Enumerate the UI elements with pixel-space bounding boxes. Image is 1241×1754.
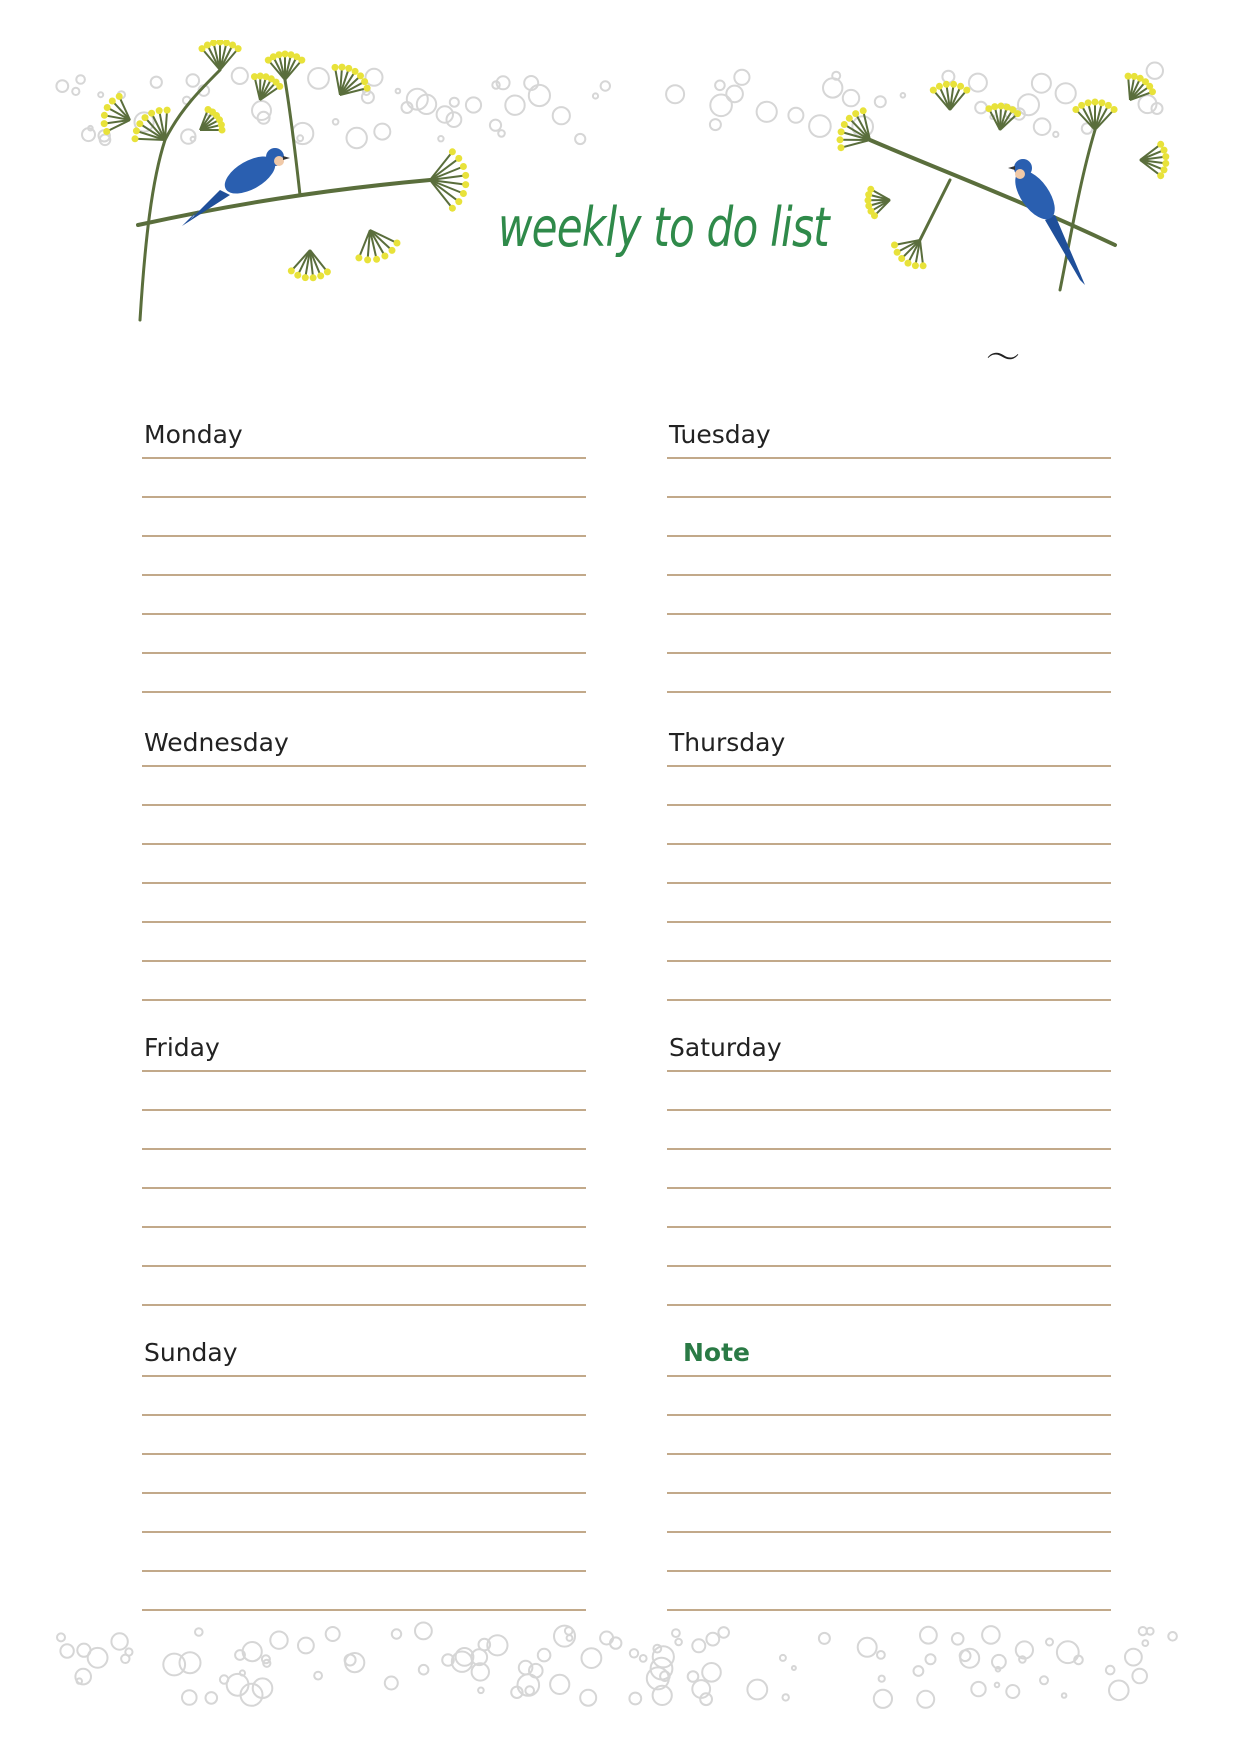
section-label: Sunday — [144, 1338, 238, 1367]
bubble — [56, 80, 68, 92]
bubble — [1168, 1632, 1177, 1641]
bubble — [952, 1633, 964, 1645]
section-heading-rule[interactable] — [142, 457, 586, 459]
bubble — [710, 95, 732, 117]
bubble — [490, 120, 501, 131]
writing-line[interactable] — [142, 1570, 586, 1572]
bubble — [385, 1677, 398, 1690]
bubble — [195, 1628, 203, 1636]
writing-line[interactable] — [667, 1226, 1111, 1228]
bubble — [60, 1644, 73, 1657]
section-heading-rule[interactable] — [142, 765, 586, 767]
writing-line[interactable] — [142, 843, 586, 845]
section-heading-rule[interactable] — [667, 1375, 1111, 1377]
bubble — [734, 70, 749, 85]
writing-line[interactable] — [667, 1414, 1111, 1416]
writing-line[interactable] — [142, 999, 586, 1001]
bubble — [926, 1654, 936, 1664]
writing-line[interactable] — [142, 496, 586, 498]
bubble — [575, 134, 585, 144]
section-heading-rule[interactable] — [667, 457, 1111, 459]
writing-line[interactable] — [142, 652, 586, 654]
bubble — [314, 1672, 322, 1680]
bubble — [505, 96, 524, 115]
bubble — [582, 1648, 602, 1668]
bubble — [672, 1629, 680, 1637]
writing-line[interactable] — [142, 882, 586, 884]
bubble — [1125, 1649, 1142, 1666]
writing-line[interactable] — [667, 1109, 1111, 1111]
section-thursday — [667, 728, 1111, 1016]
bubble — [326, 1627, 340, 1641]
bubble — [917, 1691, 934, 1708]
writing-line[interactable] — [142, 1453, 586, 1455]
writing-line[interactable] — [667, 1304, 1111, 1306]
bubble — [858, 1638, 877, 1657]
writing-line[interactable] — [142, 804, 586, 806]
bubble — [640, 1655, 647, 1662]
bubble — [180, 1652, 201, 1673]
bubble — [675, 1639, 682, 1646]
writing-line[interactable] — [667, 1453, 1111, 1455]
bubble — [702, 1663, 721, 1682]
bird-icon — [182, 148, 290, 226]
bubble — [706, 1633, 719, 1646]
section-wednesday — [142, 728, 586, 1016]
writing-line[interactable] — [142, 1531, 586, 1533]
bubble — [874, 1690, 892, 1708]
writing-line[interactable] — [667, 1531, 1111, 1533]
section-label: Wednesday — [144, 728, 289, 757]
bubble — [747, 1680, 767, 1700]
bubble — [1040, 1676, 1048, 1684]
bubble — [529, 85, 550, 106]
bubble — [270, 1632, 287, 1649]
bubble — [243, 1642, 262, 1661]
bubble — [565, 1627, 573, 1635]
writing-line[interactable] — [142, 921, 586, 923]
date-range-separator: ～ — [986, 338, 1020, 378]
writing-line[interactable] — [142, 574, 586, 576]
bubble — [726, 86, 743, 103]
writing-line[interactable] — [142, 1492, 586, 1494]
bubble — [240, 1670, 245, 1675]
bubble — [580, 1690, 596, 1706]
writing-line[interactable] — [667, 1492, 1111, 1494]
writing-line[interactable] — [667, 882, 1111, 884]
section-heading-rule[interactable] — [142, 1070, 586, 1072]
bubble — [182, 1690, 197, 1705]
section-label: Friday — [144, 1033, 220, 1062]
bubble — [1006, 1685, 1019, 1698]
bubble — [77, 1644, 90, 1657]
bubble — [819, 1633, 830, 1644]
writing-line[interactable] — [142, 1187, 586, 1189]
section-monday — [142, 420, 586, 708]
bubble — [75, 1669, 91, 1685]
bubble — [1062, 1693, 1067, 1698]
section-label: Saturday — [669, 1033, 782, 1062]
page-title: weekly to do list — [498, 196, 829, 259]
writing-line[interactable] — [667, 574, 1111, 576]
section-friday — [142, 1033, 586, 1321]
bubble — [700, 1693, 712, 1705]
bubble — [718, 1627, 729, 1638]
bubble — [1109, 1681, 1129, 1701]
writing-line[interactable] — [667, 1187, 1111, 1189]
bubble — [593, 93, 598, 98]
section-heading-rule[interactable] — [667, 1070, 1111, 1072]
bubble — [809, 115, 831, 137]
bubble — [783, 1694, 789, 1700]
bubble — [452, 1652, 472, 1672]
bubble — [601, 81, 610, 90]
bubble — [1046, 1639, 1053, 1646]
dill-branch-with-bird-right — [830, 70, 1175, 300]
bubble — [666, 85, 684, 103]
writing-line[interactable] — [142, 1609, 586, 1611]
bubble — [879, 1676, 885, 1682]
bubble — [125, 1648, 132, 1655]
bubble — [498, 130, 505, 137]
writing-line[interactable] — [667, 1148, 1111, 1150]
bubble — [553, 107, 570, 124]
bubble — [550, 1675, 569, 1694]
bubble — [792, 1666, 796, 1670]
bubble — [298, 1638, 314, 1654]
writing-line[interactable] — [667, 1570, 1111, 1572]
writing-line[interactable] — [142, 960, 586, 962]
writing-line[interactable] — [142, 1148, 586, 1150]
bubble — [419, 1665, 429, 1675]
writing-line[interactable] — [142, 1109, 586, 1111]
bubble — [1132, 1669, 1147, 1684]
writing-line[interactable] — [142, 1265, 586, 1267]
bubble — [392, 1629, 401, 1638]
bubble — [206, 1692, 218, 1704]
writing-line[interactable] — [142, 691, 586, 693]
bubble — [692, 1639, 705, 1652]
section-heading-rule[interactable] — [667, 765, 1111, 767]
writing-line[interactable] — [667, 535, 1111, 537]
bubble — [630, 1649, 638, 1657]
writing-line[interactable] — [667, 804, 1111, 806]
writing-line[interactable] — [667, 843, 1111, 845]
bubble-border-bottom — [0, 1620, 1241, 1730]
section-tuesday — [667, 420, 1111, 708]
bubble — [1106, 1666, 1115, 1675]
section-label: Monday — [144, 420, 243, 449]
writing-line[interactable] — [142, 1226, 586, 1228]
bubble — [920, 1627, 937, 1644]
section-saturday — [667, 1033, 1111, 1321]
section-note — [667, 1338, 1111, 1626]
section-label: Tuesday — [669, 420, 771, 449]
writing-line[interactable] — [667, 691, 1111, 693]
bubble — [715, 81, 725, 91]
section-label: Thursday — [669, 728, 786, 757]
bubble — [995, 1683, 1000, 1688]
dill-branch-with-bird-left — [70, 40, 490, 330]
writing-line[interactable] — [667, 613, 1111, 615]
bubble — [518, 1674, 540, 1696]
bubble — [971, 1682, 985, 1696]
section-heading-rule[interactable] — [142, 1375, 586, 1377]
bubble — [629, 1693, 641, 1705]
bubble — [567, 1635, 573, 1641]
writing-line[interactable] — [667, 496, 1111, 498]
bubble — [525, 1686, 534, 1695]
writing-line[interactable] — [667, 1609, 1111, 1611]
writing-line[interactable] — [667, 921, 1111, 923]
writing-line[interactable] — [667, 1265, 1111, 1267]
writing-line[interactable] — [142, 535, 586, 537]
bubble — [710, 119, 721, 130]
writing-line[interactable] — [667, 960, 1111, 962]
bubble — [1057, 1641, 1079, 1663]
writing-line[interactable] — [667, 652, 1111, 654]
bubble — [653, 1646, 674, 1667]
bubble — [111, 1633, 127, 1649]
section-label: Note — [683, 1338, 751, 1367]
section-sunday — [142, 1338, 586, 1626]
bubble — [757, 102, 777, 122]
bubble — [914, 1666, 924, 1676]
bubble — [788, 108, 803, 123]
bubble — [982, 1626, 1000, 1644]
writing-line[interactable] — [142, 1414, 586, 1416]
bubble — [600, 1632, 613, 1645]
bubble — [780, 1655, 786, 1661]
bubble — [57, 1633, 65, 1641]
bubble — [877, 1651, 885, 1659]
bubble — [538, 1649, 551, 1662]
writing-line[interactable] — [667, 999, 1111, 1001]
writing-line[interactable] — [142, 1304, 586, 1306]
writing-line[interactable] — [142, 613, 586, 615]
bubble — [478, 1688, 484, 1694]
bubble — [1142, 1640, 1148, 1646]
